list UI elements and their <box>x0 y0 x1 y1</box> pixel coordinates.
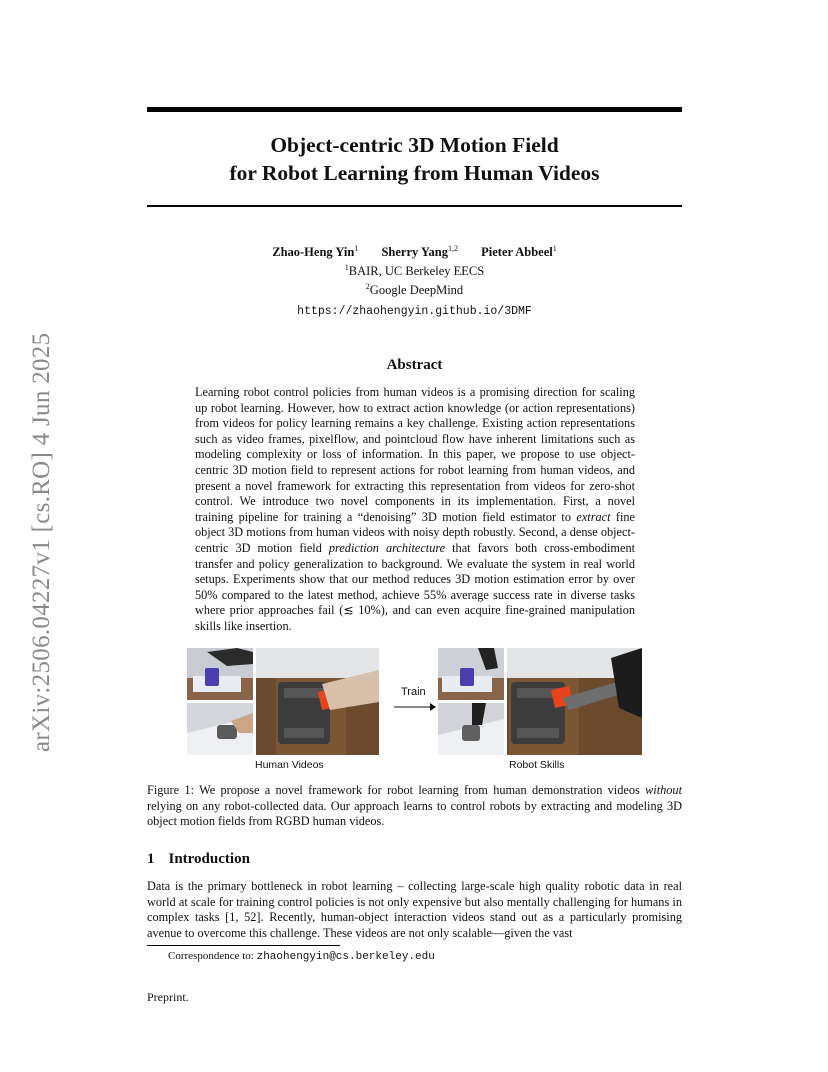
author-3: Pieter Abbeel$^1$ <box>481 244 557 260</box>
arxiv-identifier: arXiv:2506.04227v1 [cs.RO] 4 Jun 2025 <box>28 332 55 752</box>
affiliation-1: $^1$BAIR, UC Berkeley EECS <box>344 263 485 279</box>
title-line-1: Object-centric 3D Motion Field <box>270 133 559 157</box>
introduction-text: Data is the primary bottleneck in robot learning – collecting large-scale high quality robotic data in real world at scale for training control policies is not only expensive but also mentally challenging for humans in complex tasks [1, 52]. Recently, human-object interaction videos stand out as a particularly promising avenue to overcome this challenge. These videos are not only scalable—given the vast <box>147 879 682 940</box>
author-1: Zhao-Heng Yin$^1$ <box>272 244 359 260</box>
figure-1-caption: Figure 1: We propose a novel framework for robot learning from human demonstration videos without relying on any robot-collected data. Our approach learns to control robots by extracting and modeling 3D object motion fields from RGBD human videos. <box>147 783 682 829</box>
title-bottom-rule <box>147 205 682 207</box>
figure-1 <box>187 648 642 773</box>
label-robot-skills: Robot Skills <box>509 759 565 771</box>
preprint-label: Preprint. <box>147 990 189 1004</box>
section-heading-introduction: 1 Introduction <box>147 851 250 867</box>
footnote-rule <box>147 945 340 946</box>
correspondence-email[interactable]: zhaohengyin@cs.berkeley.edu <box>256 951 435 963</box>
title-top-rule <box>147 107 682 112</box>
human-photo-large <box>256 648 379 755</box>
author-names <box>147 241 682 260</box>
author-2: Sherry Yang$^{1,2}$ <box>381 244 458 260</box>
author-block <box>147 241 682 298</box>
project-url[interactable]: https://zhaohengyin.github.io/3DMF <box>297 305 532 318</box>
train-arrow-icon <box>394 702 436 712</box>
human-photo-small-bottom <box>187 703 253 755</box>
abstract-heading: Abstract <box>386 357 443 373</box>
affiliation-2: $^2$Google DeepMind <box>365 282 464 298</box>
paper-title <box>147 131 682 187</box>
human-photo-small-top <box>187 648 253 700</box>
robot-photo-large <box>507 648 642 755</box>
label-train: Train <box>401 686 426 698</box>
label-human-videos: Human Videos <box>255 759 324 771</box>
robot-photo-small-top <box>438 648 504 700</box>
footnote: Correspondence to: zhaohengyin@cs.berkeley.edu <box>168 950 435 963</box>
title-line-2: for Robot Learning from Human Videos <box>229 161 600 185</box>
robot-photo-small-bottom <box>438 703 504 755</box>
abstract-body: Learning robot control policies from human videos is a promising direction for scaling up robot learning. However, how to extract action knowledge (or action representations) from videos for policy learning remains a key challenge. Existing action representations such as video frames, pixelflow, and pointcloud flow have inherent limitations such as modeling complexity or loss of information. In this paper, we propose to use object-centric 3D motion field to represent actions for robot learning from human videos, and present a novel framework for extracting this representation from videos for zero-shot control. We introduce two novel components in its implementation. First, a novel training pipeline for training a “denoising” 3D motion field estimator to extract fine object 3D motions from human videos with noisy depth robustly. Second, a dense object-centric 3D motion field prediction architecture that favors both cross-embodiment transfer and policy generalization to background. We evaluate the system in real world setups. Experiments show that our method reduces 3D motion estimation error by over 50% compared to the latest method, achieve 55% average success rate in diverse tasks where prior approaches fail (≲ 10%), and can even acquire fine-grained manipulation skills like insertion. <box>195 385 636 633</box>
